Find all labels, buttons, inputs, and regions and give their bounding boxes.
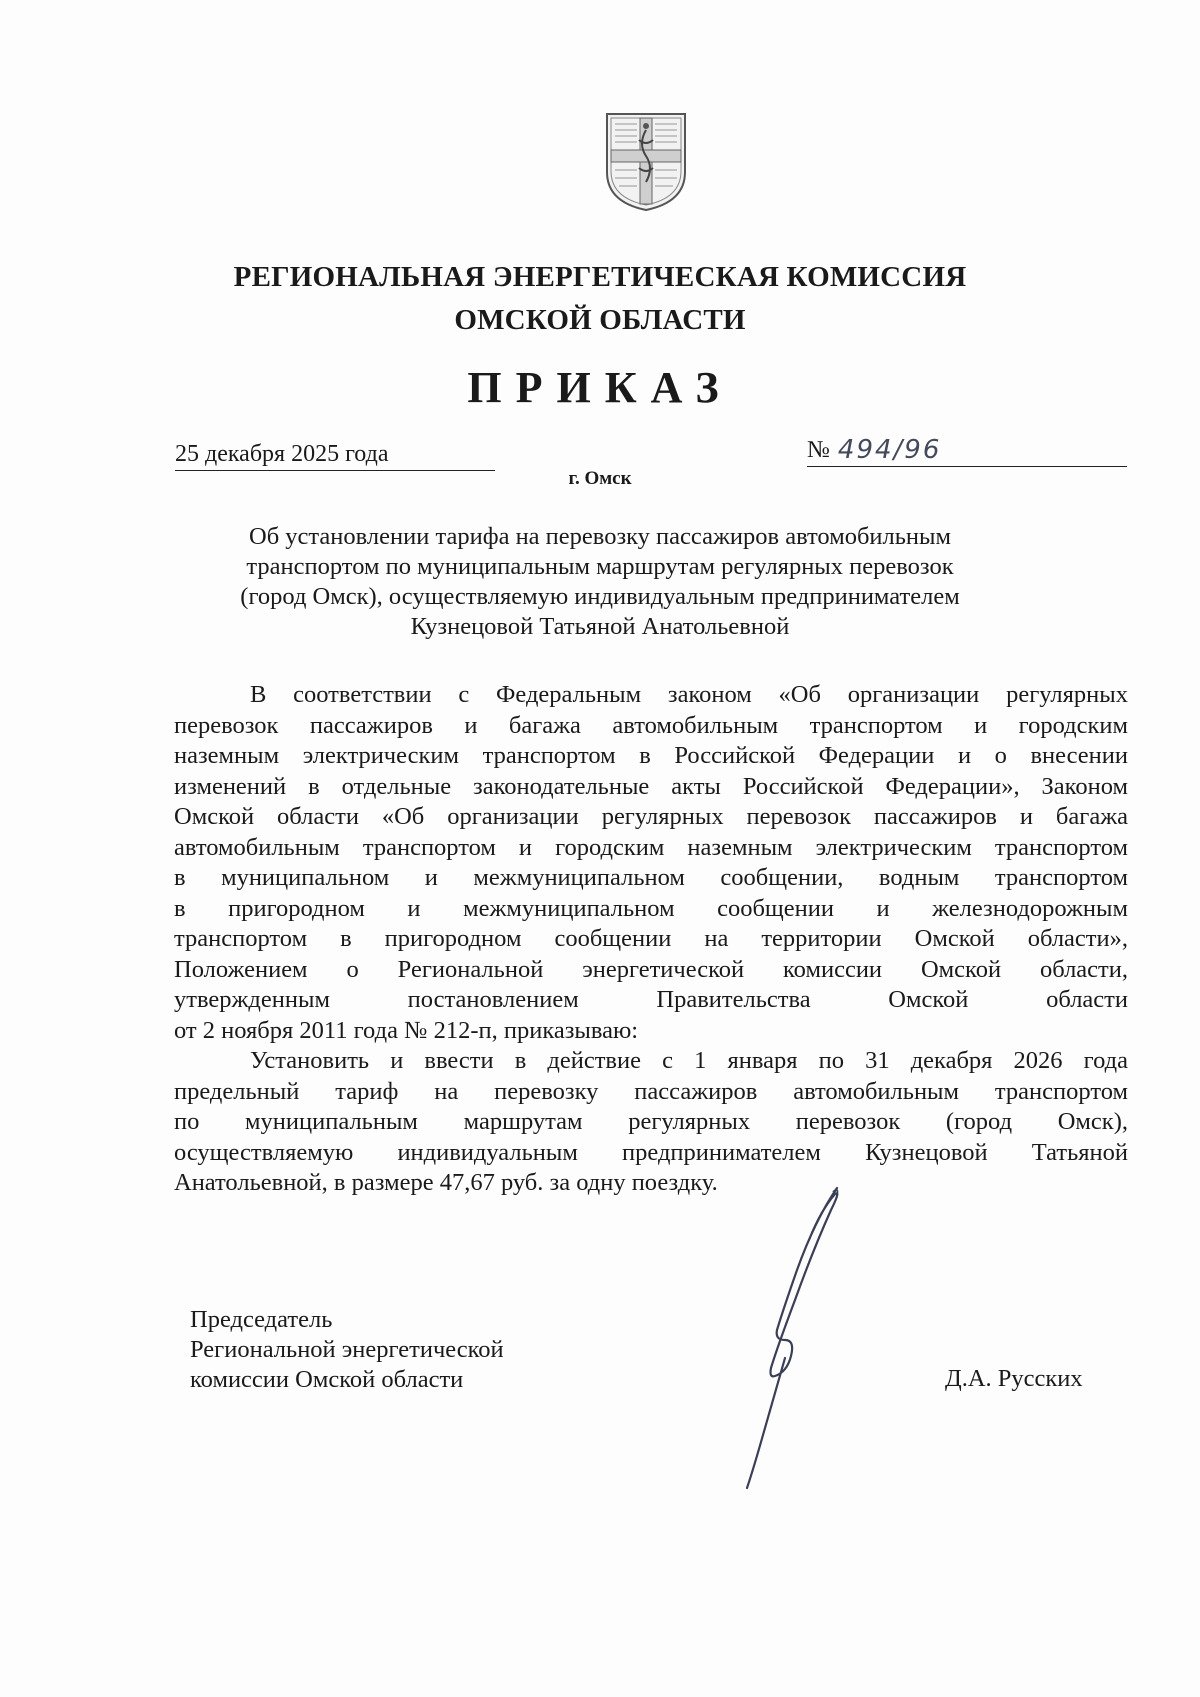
subject-line: Об установлении тарифа на перевозку пассажиров автомобильным	[249, 523, 951, 550]
handwritten-signature-icon	[725, 1180, 855, 1500]
signatory-name: Д.А. Русских	[945, 1365, 1083, 1392]
body-line: В соответствии с Федеральным законом «Об организации регулярных	[250, 681, 1128, 708]
body-line: предельный тариф на перевозку пассажиров автомобильным транспортом	[174, 1077, 1128, 1105]
signatory-title	[190, 1305, 504, 1395]
signatory-title-line: комиссии Омской области	[190, 1366, 464, 1393]
signatory-title-line: Председатель	[190, 1306, 333, 1333]
body-line: автомобильным транспортом и городским наземным электрическим транспортом	[174, 833, 1128, 861]
body-line: утвержденным постановлением Правительства Омской области	[174, 986, 1128, 1013]
body-line: Анатольевной, в размере 47,67 руб. за одну поездку.	[174, 1169, 718, 1196]
body-line: в пригородном и межмуниципальном сообщении и железнодорожным	[174, 894, 1128, 922]
body-line: изменений в отдельные законодательные акты Российской Федерации», Законом	[174, 772, 1128, 800]
body-line: от 2 ноября 2011 года № 212-п, приказываю:	[174, 1016, 639, 1044]
body-line: наземным электрическим транспортом в Российской Федерации и о внесении	[174, 742, 1128, 769]
document-city: г. Омск	[568, 468, 632, 489]
document-body	[174, 680, 1128, 1199]
body-line: Положением о Региональной энергетической комиссии Омской области,	[174, 955, 1128, 983]
body-line: перевозок пассажиров и багажа автомобильным транспортом и городским	[174, 711, 1128, 739]
body-line: осуществляемую индивидуальным предпринимателем Кузнецовой Татьяной	[174, 1138, 1128, 1166]
organization-name-line-1: РЕГИОНАЛЬНАЯ ЭНЕРГЕТИЧЕСКАЯ КОМИССИЯ	[233, 261, 967, 293]
body-line: Омской области «Об организации регулярных перевозок пассажиров и багажа	[174, 803, 1128, 830]
signatory-title-line: Региональной энергетической	[190, 1336, 504, 1363]
document-number-field	[807, 434, 1127, 467]
organization-name-line-2: ОМСКОЙ ОБЛАСТИ	[454, 304, 746, 336]
subject-line: (город Омск), осуществляемую индивидуальным предпринимателем	[240, 583, 960, 610]
body-line: транспортом в пригородном сообщении на территории Омской области»,	[174, 925, 1128, 952]
document-number: 494/96	[837, 435, 942, 465]
document-subject	[180, 522, 1020, 642]
body-line: Установить и ввести в действие с 1 января по 31 декабря 2026 года	[250, 1047, 1128, 1074]
subject-line: Кузнецовой Татьяной Анатольевной	[410, 613, 790, 640]
number-sign: №	[807, 437, 830, 463]
document-type-title: ПРИКАЗ	[467, 363, 733, 412]
coat-of-arms-icon	[603, 110, 689, 214]
subject-line: транспортом по муниципальным маршрутам регулярных перевозок	[246, 553, 954, 580]
body-line: в муниципальном и межмуниципальном сообщении, водным транспортом	[174, 864, 1128, 891]
document-date: 25 декабря 2025 года	[175, 440, 495, 471]
body-line: по муниципальным маршрутам регулярных перевозок (город Омск),	[174, 1108, 1128, 1135]
